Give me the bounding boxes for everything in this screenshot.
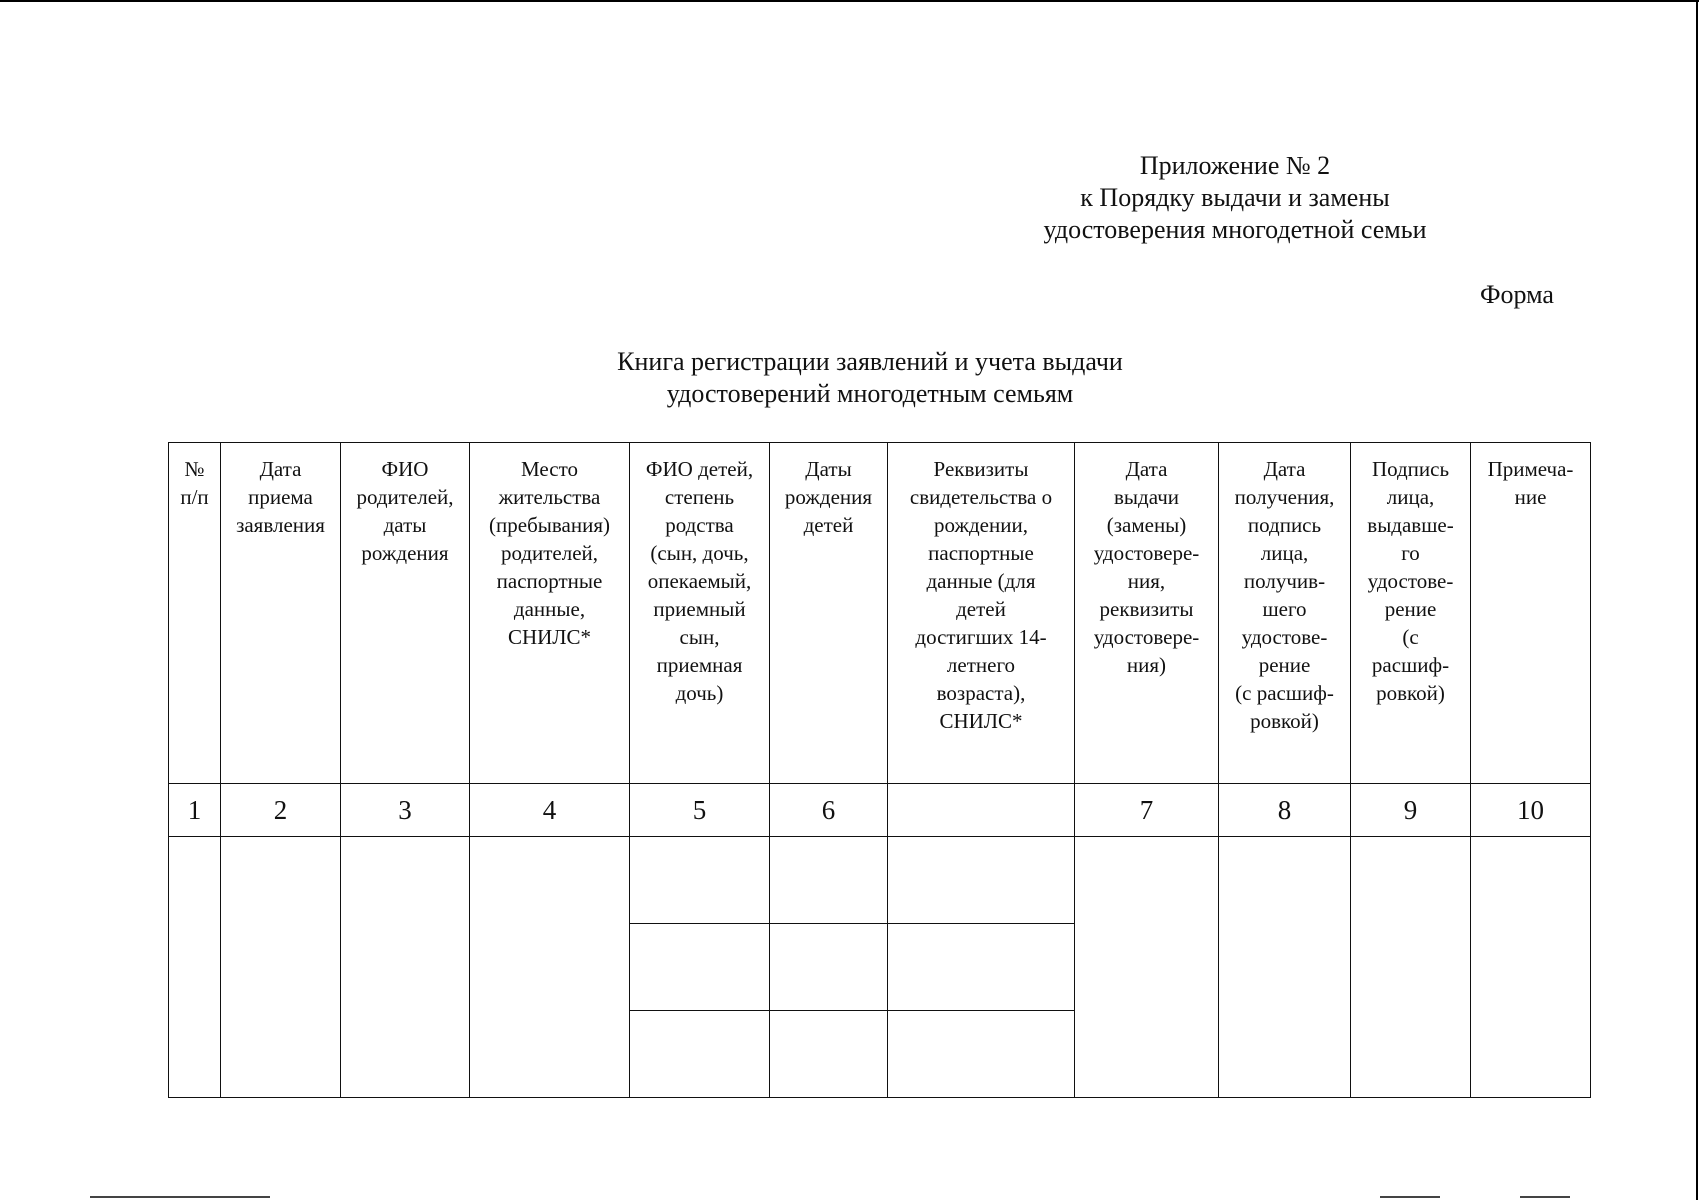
column-number-cell: 6 [770, 784, 888, 837]
appendix-reference [1000, 150, 1470, 246]
header-cell: № п/п [169, 443, 221, 784]
header-cell: Реквизиты свидетельства о рождении, паспортные данные (для детей достигших 14- летнего возраста), СНИЛС* [888, 443, 1075, 784]
form-label: Форма [1480, 280, 1554, 309]
column-number-cell: 3 [341, 784, 470, 837]
header-cell: Место жительства (пребывания) родителей, паспортные данные, СНИЛС* [470, 443, 630, 784]
header-cell: Примеча- ние [1471, 443, 1591, 784]
data-cell [470, 837, 630, 1098]
table-row [169, 837, 1591, 924]
header-cell: Даты рождения детей [770, 443, 888, 784]
data-cell [169, 837, 221, 1098]
child-cell [770, 837, 888, 924]
scan-edge-line [90, 1196, 270, 1198]
header-cell: Дата приема заявления [221, 443, 341, 784]
appendix-order-line: к Порядку выдачи и замены [1080, 183, 1390, 212]
header-cell: Подпись лица, выдавше- го удостове- рение (с расшиф- ровкой) [1351, 443, 1471, 784]
column-number-row [169, 784, 1591, 837]
scan-edge-line [1520, 1196, 1570, 1198]
page-title [560, 346, 1180, 410]
appendix-number: Приложение № 2 [1139, 151, 1331, 180]
child-cell [888, 924, 1075, 1011]
column-number-cell: 2 [221, 784, 341, 837]
header-cell: Дата выдачи (замены) удостовере- ния, реквизиты удостовере- ния) [1075, 443, 1219, 784]
page-right-border [1696, 0, 1698, 1200]
data-cell [1075, 837, 1219, 1098]
column-number-cell: 10 [1471, 784, 1591, 837]
child-cell [630, 837, 770, 924]
child-cell [888, 837, 1075, 924]
column-number-cell: 7 [1075, 784, 1219, 837]
child-cell [888, 1011, 1075, 1098]
data-cell [1351, 837, 1471, 1098]
header-cell: Дата получения, подпись лица, получив- шего удостове- рение (с расшиф- ровкой) [1219, 443, 1351, 784]
child-cell [770, 1011, 888, 1098]
column-number-cell: 1 [169, 784, 221, 837]
header-cell: ФИО родителей, даты рождения [341, 443, 470, 784]
data-cell [221, 837, 341, 1098]
data-cell [341, 837, 470, 1098]
child-cell [770, 924, 888, 1011]
title-line-2: удостоверений многодетным семьям [666, 379, 1074, 408]
page-top-border [0, 0, 1699, 2]
column-number-cell: 4 [470, 784, 630, 837]
data-cell [1471, 837, 1591, 1098]
column-number-cell: 8 [1219, 784, 1351, 837]
title-line-1: Книга регистрации заявлений и учета выдачи [617, 347, 1123, 376]
column-number-cell [888, 784, 1075, 837]
data-cell [1219, 837, 1351, 1098]
table-header-row [169, 443, 1591, 784]
appendix-document-line: удостоверения многодетной семьи [1043, 215, 1427, 244]
registration-table [168, 442, 1591, 1098]
scan-edge-line [1380, 1196, 1440, 1198]
column-number-cell: 5 [630, 784, 770, 837]
column-number-cell: 9 [1351, 784, 1471, 837]
header-cell: ФИО детей, степень родства (сын, дочь, опекаемый, приемный сын, приемная дочь) [630, 443, 770, 784]
child-cell [630, 1011, 770, 1098]
child-cell [630, 924, 770, 1011]
